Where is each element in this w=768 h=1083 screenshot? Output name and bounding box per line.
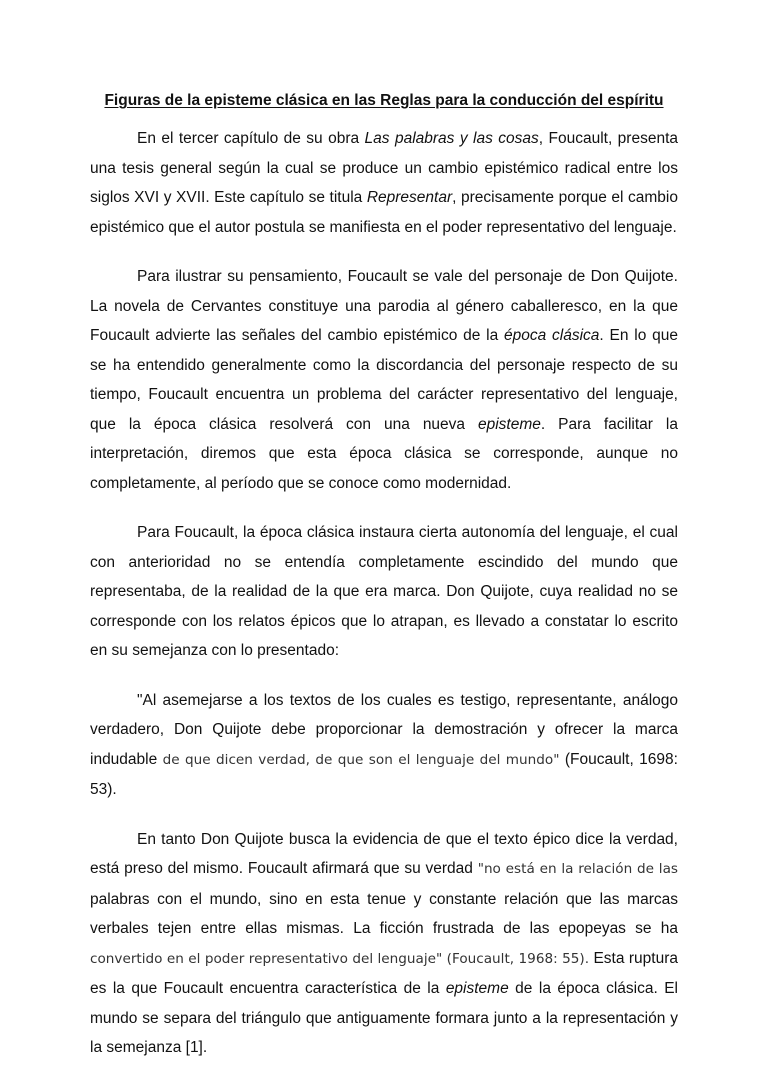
p1-text-a: En el tercer capítulo de su obra	[137, 130, 365, 147]
paragraph-2	[90, 262, 678, 498]
p2-text-a: Para ilustrar su pensamiento, Foucault se vale del personaje de Don Quijote. La novela de Cervantes constituye una parodia al género caballeresco, en la que Foucault advierte las señales del cambio epistémico de la	[90, 268, 678, 344]
p5-text-g: de la época clásica. El mundo se separa del triángulo que antiguamente formara junto a la representación y la semejanza [1].	[90, 980, 678, 1056]
document-body	[90, 124, 678, 1083]
p5-term-episteme: episteme	[445, 980, 509, 997]
paragraph-3: Para Foucault, la época clásica instaura cierta autonomía del lenguaje, el cual con anterioridad no se entendía completamente escindido del mundo que representaba, de la realidad de la que era marca. Don Quijote, cuya realidad no se corresponde con los relatos épicos que lo atrapan, es llevado a constatar lo escrito en su semejanza con lo presentado:	[90, 524, 678, 659]
paragraph-1	[90, 124, 678, 242]
p1-text-c: , Foucault, presenta una tesis general según la cual se produce un cambio epistémico radical entre los siglos XVI y XVII. Este capítulo se titula	[90, 130, 678, 206]
p5-text-e: Esta ruptura es la que Foucault encuentra característica de la	[90, 949, 678, 997]
p4-text-a: "Al asemejarse a los textos de los cuales es testigo, representante, análogo verdadero, Don Quijote debe proporcionar la demostración y ofrecer la marca indudable	[90, 691, 678, 768]
p2-text-e: . Para facilitar la interpretación, diremos que esta época clásica se corresponde, aunque no completamente, al período que se conoce como modernidad.	[90, 415, 678, 492]
p2-term-epoca-clasica: época clásica	[504, 327, 600, 344]
p5-text-c: palabras con el mundo, sino en esta tenue y constante relación que las marcas verbales tejen entre ellas mismas. La ficción frustrada de las epopeyas se ha	[90, 890, 678, 937]
p2-text-c: . En lo que se ha entendido generalmente como la discordancia del personaje respecto de su tiempo, Foucault encuentra un problema del carácter representativo del lenguaje, que la época clásica resolverá con una nueva	[90, 327, 678, 433]
p5-quote-start: "no está en la relación de las	[477, 861, 678, 877]
p2-term-episteme: episteme	[478, 415, 541, 433]
paragraph-5	[90, 825, 678, 1063]
p4-quote-end: de que dicen verdad, de que son el lenguaje del mundo"	[162, 751, 560, 768]
p1-text-e: , precisamente porque el cambio epistémico que el autor postula se manifiesta en el poder representativo del lenguaje.	[90, 189, 678, 236]
p1-chapter-title: Representar	[366, 189, 453, 206]
p4-citation: (Foucault, 1698: 53).	[90, 750, 678, 798]
p5-text-a: En tanto Don Quijote busca la evidencia de que el texto épico dice la verdad, está preso del mismo. Foucault afirmará que su verdad	[90, 830, 678, 877]
p1-book-title: Las palabras y las cosas	[364, 130, 539, 147]
document-title: Figuras de la episteme clásica en las Reglas para la conducción del espíritu	[104, 92, 664, 109]
p5-quote-end: convertido en el poder representativo del lenguaje" (Foucault, 1968: 55).	[90, 950, 590, 967]
paragraph-4-quote	[90, 686, 678, 805]
